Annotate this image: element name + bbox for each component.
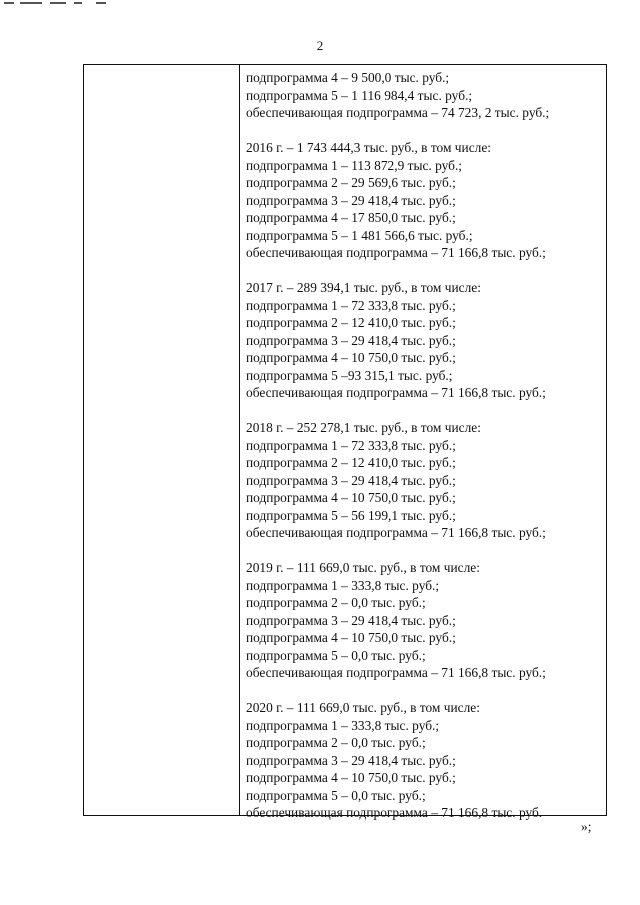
subprogram-line: подпрограмма 4 – 17 850,0 тыс. руб.; (246, 210, 456, 225)
subprogram-line: подпрограмма 2 – 12 410,0 тыс. руб.; (246, 455, 456, 470)
subprogram-line: подпрограмма 5 –93 315,1 тыс. руб.; (246, 367, 453, 383)
subprogram-line: подпрограмма 3 – 29 418,4 тыс. руб.; (246, 752, 456, 768)
year-blocks (246, 139, 602, 822)
subprogram-line: подпрограмма 2 – 29 569,6 тыс. руб.; (246, 175, 456, 190)
year-block (246, 139, 602, 262)
subprogram-line: подпрограмма 3 – 29 418,4 тыс. руб.; (246, 612, 456, 628)
subprogram-line: подпрограмма 5 – 0,0 тыс. руб.; (246, 787, 426, 803)
year-heading: 2020 г. – 111 669,0 тыс. руб., в том числе: (246, 700, 480, 715)
subprogram-line: подпрограмма 4 – 10 750,0 тыс. руб.; (246, 770, 456, 785)
subprogram-line: обеспечивающая подпрограмма – 71 166,8 тыс. руб.; (246, 665, 546, 680)
year-heading: 2016 г. – 1 743 444,3 тыс. руб., в том числе: (246, 140, 491, 155)
intro-line: обеспечивающая подпрограмма – 74 723, 2 тыс. руб.; (246, 105, 550, 120)
subprogram-line: подпрограмма 3 – 29 418,4 тыс. руб.; (246, 472, 456, 488)
subprogram-line: подпрограмма 4 – 10 750,0 тыс. руб.; (246, 630, 456, 645)
table-left-cell (84, 65, 240, 815)
subprogram-line: обеспечивающая подпрограмма – 71 166,8 тыс. руб. (246, 805, 543, 820)
subprogram-line: подпрограмма 1 – 113 872,9 тыс. руб.; (246, 157, 463, 173)
year-block (246, 559, 602, 682)
year-block (246, 279, 602, 402)
subprogram-line: подпрограмма 1 – 72 333,8 тыс. руб.; (246, 437, 456, 453)
subprogram-line: подпрограмма 2 – 0,0 тыс. руб.; (246, 735, 426, 750)
scan-edge-marks (0, 0, 120, 8)
intro-line: подпрограмма 5 – 1 116 984,4 тыс. руб.; (246, 87, 473, 103)
year-block (246, 419, 602, 542)
subprogram-line: подпрограмма 3 – 29 418,4 тыс. руб.; (246, 192, 456, 208)
table-right-cell (246, 69, 602, 822)
closing-quote: »; (581, 819, 592, 834)
year-heading: 2019 г. – 111 669,0 тыс. руб., в том числе: (246, 560, 480, 575)
subprogram-line: подпрограмма 1 – 333,8 тыс. руб.; (246, 577, 440, 593)
subprogram-line: подпрограмма 5 – 1 481 566,6 тыс. руб.; (246, 227, 473, 243)
year-block (246, 699, 602, 822)
intro-line: подпрограмма 4 – 9 500,0 тыс. руб.; (246, 70, 450, 85)
page-number: 2 (316, 38, 324, 53)
subprogram-line: подпрограмма 1 – 333,8 тыс. руб.; (246, 717, 440, 733)
subprogram-line: подпрограмма 5 – 0,0 тыс. руб.; (246, 647, 426, 663)
year-heading: 2017 г. – 289 394,1 тыс. руб., в том числе: (246, 280, 481, 295)
subprogram-line: подпрограмма 4 – 10 750,0 тыс. руб.; (246, 350, 456, 365)
subprogram-line: подпрограмма 4 – 10 750,0 тыс. руб.; (246, 490, 456, 505)
subprogram-line: подпрограмма 1 – 72 333,8 тыс. руб.; (246, 297, 456, 313)
subprogram-line: обеспечивающая подпрограмма – 71 166,8 тыс. руб.; (246, 385, 546, 400)
subprogram-line: подпрограмма 3 – 29 418,4 тыс. руб.; (246, 332, 456, 348)
intro-lines (246, 69, 602, 122)
subprogram-line: подпрограмма 2 – 0,0 тыс. руб.; (246, 595, 426, 610)
subprogram-line: обеспечивающая подпрограмма – 71 166,8 тыс. руб.; (246, 525, 546, 540)
funding-table (83, 64, 607, 820)
subprogram-line: подпрограмма 5 – 56 199,1 тыс. руб.; (246, 507, 456, 523)
subprogram-line: обеспечивающая подпрограмма – 71 166,8 тыс. руб.; (246, 245, 546, 260)
subprogram-line: подпрограмма 2 – 12 410,0 тыс. руб.; (246, 315, 456, 330)
year-heading: 2018 г. – 252 278,1 тыс. руб., в том числе: (246, 420, 481, 435)
